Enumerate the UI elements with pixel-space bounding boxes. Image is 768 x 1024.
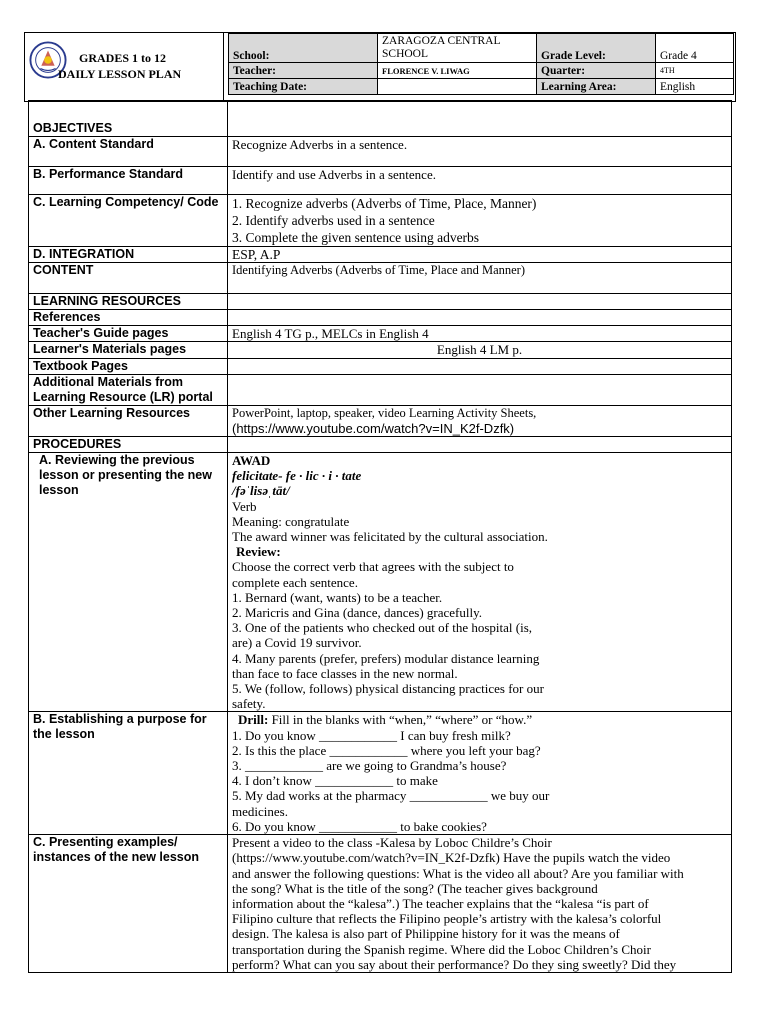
teacher-label: Teacher:	[229, 63, 378, 79]
procedure-a-label: A. Reviewing the previous lesson or presenting the new lesson	[29, 453, 228, 712]
word-syllables: felicitate- fe · lic · i · tate	[232, 468, 362, 484]
content-label: CONTENT	[29, 263, 228, 294]
table-row	[29, 101, 732, 137]
header-title-grades: GRADES 1 to 12	[79, 51, 167, 65]
word-meaning: Meaning: congratulate	[232, 513, 350, 529]
textbook-pages-value	[228, 358, 732, 374]
learning-resources-heading: LEARNING RESOURCES	[29, 294, 228, 310]
content-standard-label: A. Content Standard	[29, 137, 228, 167]
learning-resources-value	[228, 294, 732, 310]
procedure-c-content	[228, 835, 732, 973]
teaching-date-value	[378, 79, 537, 95]
additional-materials-label: Additional Materials from Learning Resource (LR) portal	[29, 374, 228, 405]
integration-value: ESP, A.P	[228, 247, 732, 263]
table-row	[29, 310, 732, 326]
grade-level-label: Grade Level:	[537, 34, 656, 63]
table-row	[29, 437, 732, 453]
table-row	[29, 167, 732, 195]
drill-instructions: Fill in the blanks with “when,” “where” or “how.”	[268, 712, 533, 728]
header-info-table	[228, 33, 734, 95]
lesson-plan-header	[24, 32, 736, 102]
additional-materials-value	[228, 374, 732, 405]
review-line: safety.	[232, 696, 266, 712]
lesson-plan-table	[28, 100, 732, 973]
competency-item: 2. Identify adverbs used in a sentence	[232, 213, 435, 228]
other-resources-label: Other Learning Resources	[29, 405, 228, 436]
table-row	[29, 358, 732, 374]
table-row	[29, 294, 732, 310]
other-resources-value	[228, 405, 732, 436]
table-row	[29, 453, 732, 712]
procedure-b-label: B. Establishing a purpose for the lesson	[29, 712, 228, 835]
word-example: The award winner was felicitated by the cultural association.	[232, 529, 548, 545]
references-value	[228, 310, 732, 326]
school-label: School:	[229, 34, 378, 63]
presentation-line: and answer the following questions: What is the video all about? Are you familiar with	[232, 865, 684, 881]
quarter-label: Quarter:	[537, 63, 656, 79]
review-line: 2. Maricris and Gina (dance, dances) gracefully.	[232, 605, 483, 621]
lm-pages-value: English 4 LM p.	[228, 342, 732, 358]
objectives-heading: OBJECTIVES	[29, 101, 228, 137]
textbook-pages-label: Textbook Pages	[29, 358, 228, 374]
tg-pages-label: Teacher's Guide pages	[29, 326, 228, 342]
procedures-heading-value	[228, 437, 732, 453]
table-row	[29, 342, 732, 358]
other-resources-line: PowerPoint, laptop, speaker, video Learning Activity Sheets,	[232, 405, 537, 420]
word-of-the-day: AWAD	[232, 453, 271, 469]
header-title-dlp: DAILY LESSON PLAN	[58, 67, 182, 81]
competency-value	[228, 195, 732, 247]
table-row	[29, 195, 732, 247]
procedure-c-label: C. Presenting examples/ instances of the new lesson	[29, 835, 228, 973]
school-value: ZARAGOZA CENTRAL SCHOOL	[378, 34, 537, 63]
review-line: 3. One of the patients who checked out of the hospital (is,	[232, 620, 533, 636]
tg-pages-value: English 4 TG p., MELCs in English 4	[228, 326, 732, 342]
procedures-heading: PROCEDURES	[29, 437, 228, 453]
review-line: are) a Covid 19 survivor.	[232, 635, 362, 651]
presentation-line: (https://www.youtube.com/watch?v=IN_K2f-Dzfk) Have the pupils watch the video	[232, 850, 671, 866]
competency-label: C. Learning Competency/ Code	[29, 195, 228, 247]
content-standard-value: Recognize Adverbs in a sentence.	[228, 137, 732, 167]
competency-item: 1. Recognize adverbs (Adverbs of Time, Place, Manner)	[232, 196, 537, 211]
table-row	[29, 263, 732, 294]
drill-item: 4. I don’t know ____________ to make	[232, 773, 438, 789]
competency-item: 3. Complete the given sentence using adverbs	[232, 230, 480, 245]
presentation-line: Present a video to the class -Kalesa by Loboc Childre’s Choir	[232, 835, 552, 851]
presentation-line: the song? What is the title of the song? (The teacher gives background	[232, 880, 598, 896]
table-row	[29, 374, 732, 405]
integration-label: D. INTEGRATION	[29, 247, 228, 263]
review-line: complete each sentence.	[232, 574, 358, 590]
content-value	[228, 263, 732, 294]
content-text: Identifying Adverbs (Adverbs of Time, Place and Manner)	[232, 263, 525, 278]
table-row	[29, 137, 732, 167]
presentation-line: information about the “kalesa”.) The teacher explains that the “kalesa “is part of	[232, 895, 649, 911]
table-row	[29, 712, 732, 835]
teacher-value: FLORENCE V. LIWAG	[378, 63, 537, 79]
presentation-line: transportation during the Spanish regime. Where did the Loboc Children’s Choir	[232, 941, 651, 957]
table-row	[29, 326, 732, 342]
header-title-block	[25, 33, 224, 101]
table-row	[29, 835, 732, 973]
review-heading: Review:	[236, 544, 281, 560]
drill-item: 3. ____________ are we going to Grandma’s house?	[232, 758, 507, 774]
teaching-date-label: Teaching Date:	[229, 79, 378, 95]
performance-standard-label: B. Performance Standard	[29, 167, 228, 195]
learning-area-value: English	[656, 79, 734, 95]
drill-item: 2. Is this the place ____________ where you left your bag?	[232, 742, 541, 758]
drill-item: 5. My dad works at the pharmacy ____________ we buy our	[232, 788, 550, 804]
other-resources-link: (https://www.youtube.com/watch?v=IN_K2f-Dzfk)	[232, 420, 515, 436]
quarter-value: 4TH	[656, 63, 734, 79]
word-pronunciation: /fəˈlisəˌtāt/	[232, 483, 290, 499]
references-label: References	[29, 310, 228, 326]
drill-item: 1. Do you know ____________ I can buy fresh milk?	[232, 727, 511, 743]
word-part-of-speech: Verb	[232, 498, 257, 514]
objectives-heading-value	[228, 101, 732, 137]
learning-area-label: Learning Area:	[537, 79, 656, 95]
review-line: than face to face classes in the new normal.	[232, 665, 458, 681]
lm-pages-label: Learner's Materials pages	[29, 342, 228, 358]
drill-line	[232, 712, 727, 727]
presentation-line: design. The kalesa is also part of Philippine history for it was the means of	[232, 926, 620, 942]
review-line: Choose the correct verb that agrees with the subject to	[232, 559, 514, 575]
presentation-line: perform? What can you say about their performance? Do they sing sweetly? Did they	[232, 956, 677, 972]
table-row	[29, 405, 732, 436]
procedure-a-content	[228, 453, 732, 712]
presentation-line: Filipino culture that reflects the Filipino people’s artistry with the kalesa’s colorful	[232, 911, 662, 927]
table-row	[29, 247, 732, 263]
performance-standard-value: Identify and use Adverbs in a sentence.	[228, 167, 732, 195]
drill-item: medicines.	[232, 803, 288, 819]
review-line: 1. Bernard (want, wants) to be a teacher.	[232, 589, 443, 605]
procedure-b-content	[228, 712, 732, 835]
review-line: 4. Many parents (prefer, prefers) modular distance learning	[232, 650, 540, 666]
drill-heading: Drill:	[238, 712, 269, 728]
drill-item: 6. Do you know ____________ to bake cookies?	[232, 818, 487, 834]
grade-level-value: Grade 4	[656, 34, 734, 63]
review-line: 5. We (follow, follows) physical distancing practices for our	[232, 681, 544, 697]
